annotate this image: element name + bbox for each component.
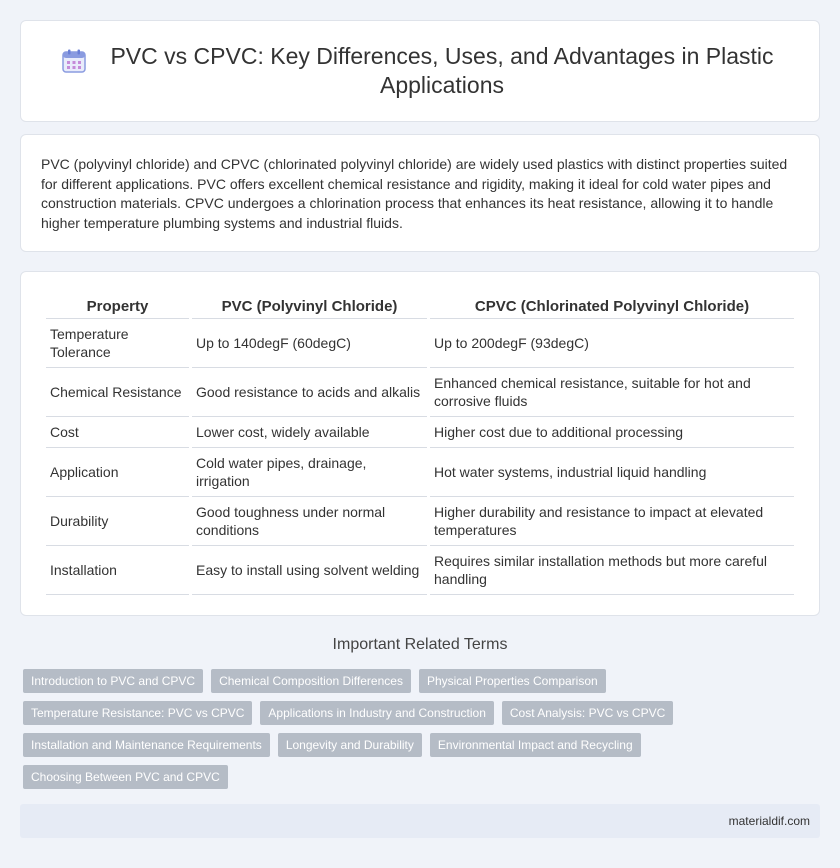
table-row xyxy=(46,368,794,417)
related-term-tag[interactable]: Cost Analysis: PVC vs CPVC xyxy=(502,701,673,725)
table-header-row xyxy=(46,292,794,319)
cell-property: Chemical Resistance xyxy=(46,368,189,417)
related-term-tag[interactable]: Installation and Maintenance Requirements xyxy=(23,733,270,757)
related-term-tag[interactable]: Chemical Composition Differences xyxy=(211,669,411,693)
cell-pvc: Good resistance to acids and alkalis xyxy=(192,368,427,417)
comparison-table-card xyxy=(20,271,820,616)
table-row xyxy=(46,546,794,595)
comparison-table xyxy=(43,292,797,595)
page-title: PVC vs CPVC: Key Differences, Uses, and Advantages in Plastic Applications xyxy=(110,43,774,98)
cell-cpvc: Up to 200degF (93degC) xyxy=(430,319,794,368)
cell-pvc: Lower cost, widely available xyxy=(192,417,427,448)
related-terms-tags xyxy=(23,669,823,797)
cell-cpvc: Enhanced chemical resistance, suitable for hot and corrosive fluids xyxy=(430,368,794,417)
related-term-tag[interactable]: Environmental Impact and Recycling xyxy=(430,733,641,757)
footer xyxy=(20,804,820,838)
header-card xyxy=(20,20,820,122)
related-terms-title: Important Related Terms xyxy=(332,636,508,653)
related-term-tag[interactable]: Introduction to PVC and CPVC xyxy=(23,669,203,693)
intro-paragraph: PVC (polyvinyl chloride) and CPVC (chlorinated polyvinyl chloride) are widely used plastics with distinct properties suited for different applications. PVC offers excellent chemical resistance and rigidity, making it ideal for cold water pipes and construction materials. CPVC undergoes a chlorination process that enhances its heat resistance, allowing it to handle higher temperature plumbing systems and industrial fluids. xyxy=(41,156,788,231)
related-term-tag[interactable]: Applications in Industry and Construction xyxy=(260,701,493,725)
cell-cpvc: Higher durability and resistance to impact at elevated temperatures xyxy=(430,497,794,546)
table-row xyxy=(46,448,794,497)
header-pvc: PVC (Polyvinyl Chloride) xyxy=(192,292,427,319)
table-row xyxy=(46,417,794,448)
cell-cpvc: Higher cost due to additional processing xyxy=(430,417,794,448)
cell-property: Durability xyxy=(46,497,189,546)
cell-cpvc: Requires similar installation methods but more careful handling xyxy=(430,546,794,595)
table-row xyxy=(46,497,794,546)
calendar-icon xyxy=(61,48,87,74)
cell-pvc: Up to 140degF (60degC) xyxy=(192,319,427,368)
cell-pvc: Cold water pipes, drainage, irrigation xyxy=(192,448,427,497)
footer-site-link[interactable]: materialdif.com xyxy=(728,814,810,828)
related-term-tag[interactable]: Temperature Resistance: PVC vs CPVC xyxy=(23,701,252,725)
cell-cpvc: Hot water systems, industrial liquid handling xyxy=(430,448,794,497)
header-property: Property xyxy=(46,292,189,319)
cell-pvc: Easy to install using solvent welding xyxy=(192,546,427,595)
cell-pvc: Good toughness under normal conditions xyxy=(192,497,427,546)
intro-card xyxy=(20,134,820,252)
cell-property: Application xyxy=(46,448,189,497)
related-term-tag[interactable]: Choosing Between PVC and CPVC xyxy=(23,765,228,789)
title-wrap xyxy=(61,42,779,100)
header-cpvc: CPVC (Chlorinated Polyvinyl Chloride) xyxy=(430,292,794,319)
cell-property: Temperature Tolerance xyxy=(46,319,189,368)
related-term-tag[interactable]: Physical Properties Comparison xyxy=(419,669,606,693)
cell-property: Installation xyxy=(46,546,189,595)
cell-property: Cost xyxy=(46,417,189,448)
related-term-tag[interactable]: Longevity and Durability xyxy=(278,733,422,757)
table-row xyxy=(46,319,794,368)
